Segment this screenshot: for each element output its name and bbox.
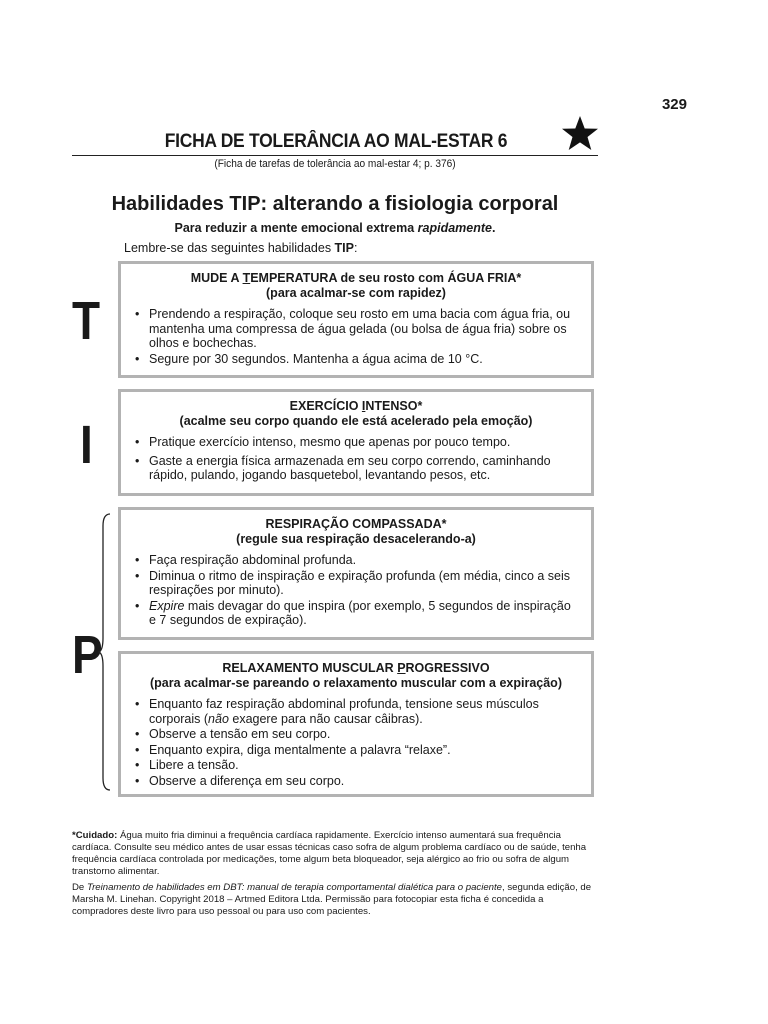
breathing-title: RESPIRAÇÃO COMPASSADA* bbox=[265, 517, 447, 531]
breathing-list bbox=[133, 553, 579, 628]
list-item: • Observe a diferença em seu corpo. bbox=[133, 774, 579, 789]
left-brace bbox=[98, 512, 112, 792]
letter-t: T bbox=[72, 291, 101, 351]
page-number: 329 bbox=[661, 96, 687, 113]
list-item: • Enquanto expira, diga mentalmente a palavra “relaxe”. bbox=[133, 743, 579, 758]
letter-i: I bbox=[80, 415, 93, 475]
exercise-box bbox=[118, 389, 594, 496]
remember-line: Lembre-se das seguintes habilidades TIP: bbox=[124, 241, 358, 255]
relaxation-subtitle: (para acalmar-se pareando o relaxamento muscular com a expiração) bbox=[150, 676, 562, 690]
exercise-list bbox=[133, 435, 579, 483]
relaxation-list bbox=[133, 697, 579, 788]
relaxation-title: RELAXAMENTO MUSCULAR PROGRESSIVO bbox=[222, 661, 490, 675]
letter-p: P bbox=[72, 625, 103, 685]
title-divider bbox=[72, 155, 598, 156]
main-heading: Habilidades TIP: alterando a fisiologia corporal bbox=[111, 193, 559, 215]
list-item: • Libere a tensão. bbox=[133, 758, 579, 773]
temperature-box bbox=[118, 261, 594, 378]
breathing-subtitle: (regule sua respiração desacelerando-a) bbox=[236, 532, 476, 546]
handout-subtitle: (Ficha de tarefas de tolerância ao mal-estar 4; p. 376) bbox=[214, 158, 456, 170]
list-item: • Diminua o ritmo de inspiração e expiração profunda (em média, cinco a seis respirações por minuto). bbox=[133, 569, 579, 598]
list-item: • Prendendo a respiração, coloque seu rosto em uma bacia com água fria, ou mantenha uma compressa de água gelada (ou bolsa de água fria) sobre os olhos e bochechas. bbox=[133, 307, 579, 351]
list-item: • Gaste a energia física armazenada em seu corpo correndo, caminhando rápido, pulando, jogando basquetebol, levantando pesos, etc. bbox=[133, 454, 579, 483]
copyright-credit: De Treinamento de habilidades em DBT: manual de terapia comportamental dialética para o paciente, segunda edição, de Marsha M. Linehan. Copyright 2018 – Artmed Editora Ltda. Permissão para fotocopiar esta ficha é concedida a compradores deste livro para uso pessoal ou para uso com pacientes. bbox=[72, 882, 592, 917]
star-icon bbox=[560, 114, 600, 154]
exercise-subtitle: (acalme seu corpo quando ele está acelerado pela emoção) bbox=[179, 414, 533, 428]
list-item: • Pratique exercício intenso, mesmo que apenas por pouco tempo. bbox=[133, 435, 579, 450]
list-item: • Expire mais devagar do que inspira (por exemplo, 5 segundos de inspiração e 7 segundos de expiração). bbox=[133, 599, 579, 628]
exercise-title: EXERCÍCIO INTENSO* bbox=[289, 399, 423, 413]
temperature-title: MUDE A TEMPERATURA de seu rosto com ÁGUA FRIA* bbox=[190, 271, 522, 285]
main-subheading: Para reduzir a mente emocional extrema rapidamente. bbox=[174, 221, 496, 235]
relaxation-box bbox=[118, 651, 594, 797]
caution-footnote: *Cuidado: Água muito fria diminui a frequência cardíaca rapidamente. Exercício intenso aumentará sua frequência cardíaca. Consulte seu médico antes de usar essas técnicas caso sofra de algum problema cardíaco ou de saúde, tenha frequência cardíaca controlada por medicações, tome algum beta bloqueador, seja alérgico ao frio ou sofra de algum transtorno alimentar. bbox=[72, 830, 587, 877]
list-item: • Faça respiração abdominal profunda. bbox=[133, 553, 579, 568]
list-item: • Observe a tensão em seu corpo. bbox=[133, 727, 579, 742]
temperature-list bbox=[133, 307, 579, 366]
list-item: • Enquanto faz respiração abdominal profunda, tensione seus músculos corporais (não exagere para não causar câibras). bbox=[133, 697, 579, 726]
list-item: • Segure por 30 segundos. Mantenha a água acima de 10 °C. bbox=[133, 352, 579, 367]
breathing-box bbox=[118, 507, 594, 640]
handout-title: FICHA DE TOLERÂNCIA AO MAL-ESTAR 6 bbox=[164, 131, 508, 152]
temperature-subtitle: (para acalmar-se com rapidez) bbox=[266, 286, 446, 300]
